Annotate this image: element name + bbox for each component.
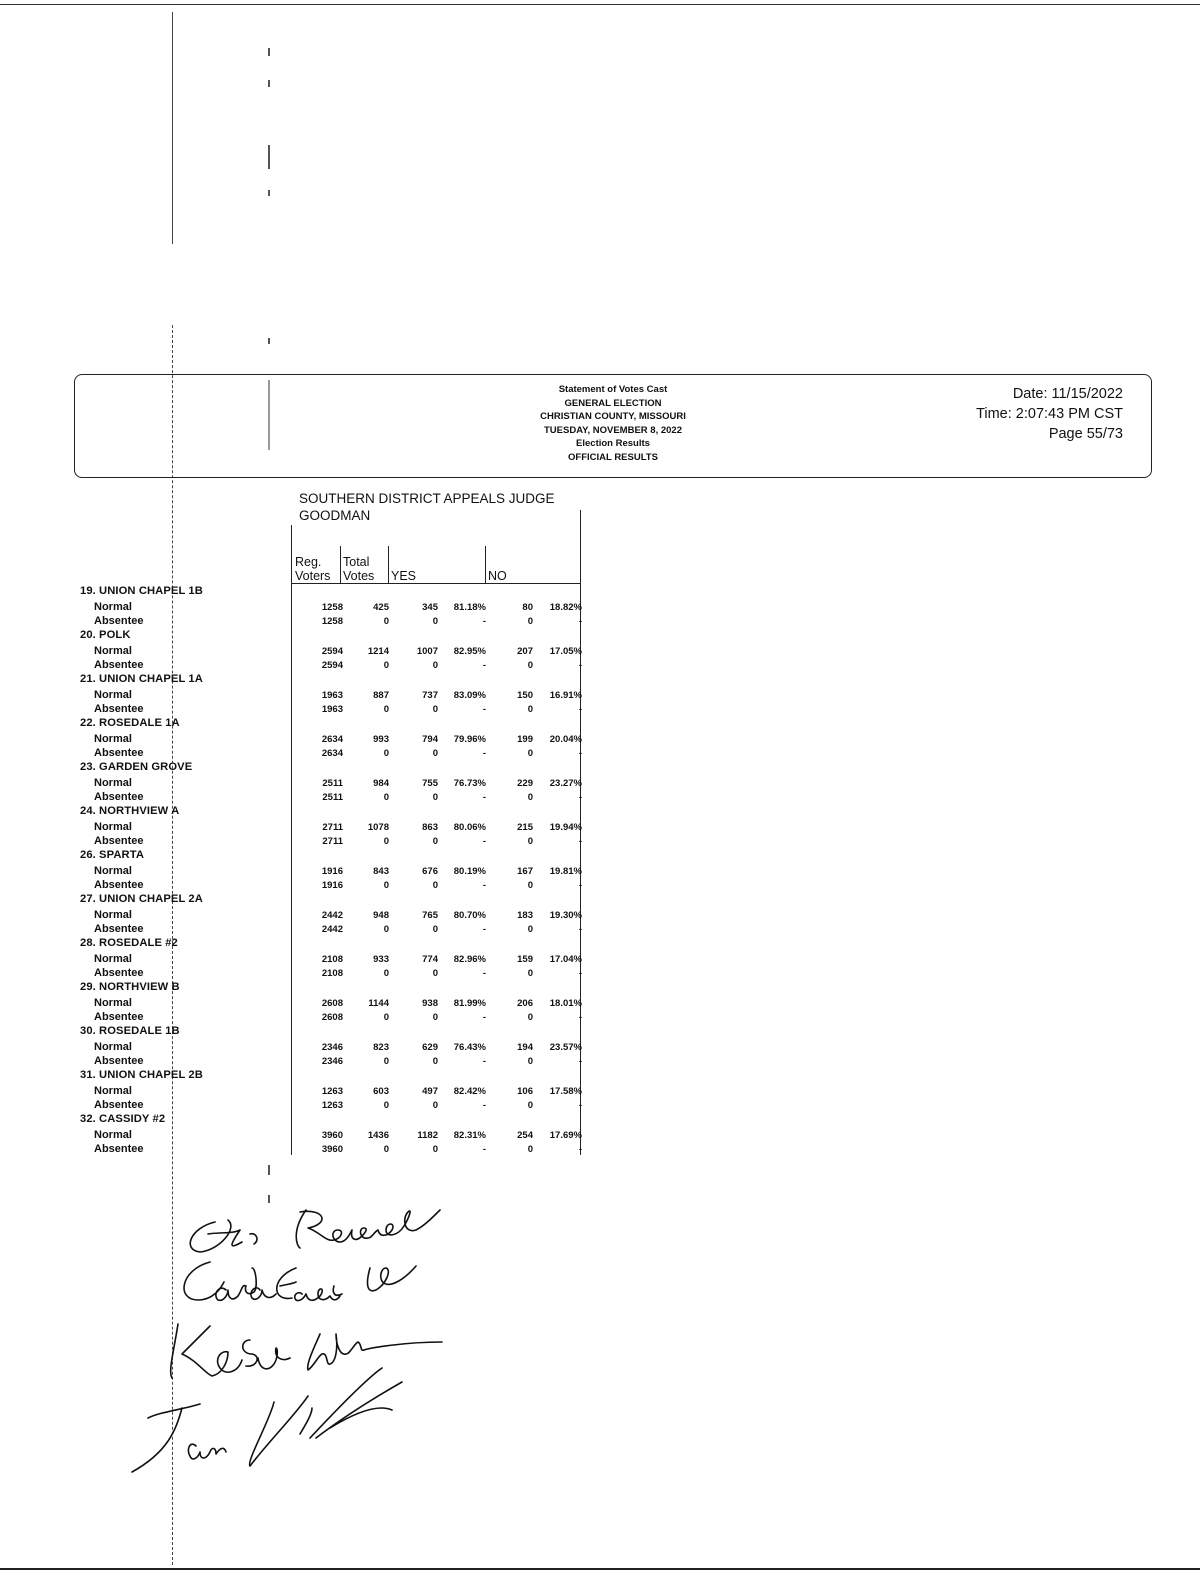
cell-reg: 2108 [321, 953, 343, 965]
row-label-normal: Normal [94, 776, 132, 789]
contest-choice: GOODMAN [299, 508, 371, 523]
cell-total: 984 [373, 777, 389, 789]
cell-no-pct: - [578, 924, 582, 935]
cell-yes-pct: 83.09% [453, 689, 486, 701]
cell-total: 948 [373, 909, 389, 921]
row-label-normal: Normal [94, 996, 132, 1009]
cell-reg: 2711 [322, 836, 343, 847]
cell-no: 0 [527, 792, 533, 803]
cell-no-pct: - [578, 968, 582, 979]
col-header-no: NO [488, 569, 507, 583]
cell-yes-pct: 80.19% [453, 865, 486, 877]
cell-reg: 2346 [321, 1041, 343, 1053]
cell-reg: 2346 [321, 1056, 343, 1067]
cell-no: 194 [517, 1041, 533, 1053]
signature-2 [184, 1262, 416, 1301]
cell-reg: 1263 [321, 1085, 343, 1097]
precinct-name: 30. ROSEDALE 1B [80, 1025, 180, 1037]
cell-total: 993 [373, 733, 389, 745]
row-label-normal: Normal [94, 952, 132, 965]
precinct-name: 20. POLK [80, 629, 131, 641]
cell-no: 0 [527, 660, 533, 671]
cell-no: 0 [527, 924, 533, 935]
row-label-normal: Normal [94, 732, 132, 745]
cell-total: 425 [373, 601, 389, 613]
cell-no: 206 [517, 997, 533, 1009]
page-top-edge [0, 4, 1200, 5]
scan-margin-rule [172, 12, 173, 244]
cell-no-pct: - [578, 792, 582, 803]
cell-yes: 0 [432, 660, 438, 671]
cell-no: 167 [517, 865, 533, 877]
signature-1 [190, 1210, 440, 1252]
col-header-reg-line1: Reg. [295, 555, 322, 569]
cell-reg: 1258 [321, 601, 343, 613]
signature-3 [171, 1324, 442, 1378]
cell-yes-pct: 76.43% [453, 1041, 486, 1053]
cell-total: 0 [383, 616, 389, 627]
cell-yes: 765 [422, 909, 438, 921]
cell-no-pct: 17.04% [549, 953, 582, 965]
cell-yes-pct: 79.96% [453, 733, 486, 745]
cell-no: 150 [517, 689, 533, 701]
cell-no-pct: 17.69% [549, 1129, 582, 1141]
row-label-normal: Normal [94, 1084, 132, 1097]
cell-yes-pct: 82.96% [453, 953, 486, 965]
cell-no: 0 [527, 748, 533, 759]
cell-no-pct: 23.57% [549, 1041, 582, 1053]
cell-total: 0 [383, 792, 389, 803]
row-label-absentee: Absentee [94, 703, 144, 715]
cell-yes-pct: - [482, 924, 486, 935]
cell-reg: 2511 [322, 792, 343, 803]
page-bottom-edge [0, 1568, 1200, 1570]
column-divider [340, 546, 341, 583]
precinct-name: 32. CASSIDY #2 [80, 1113, 166, 1125]
cell-total: 1078 [367, 821, 389, 833]
cell-no-pct: 19.81% [549, 865, 582, 877]
cell-yes-pct: 82.42% [453, 1085, 486, 1097]
row-label-normal: Normal [94, 864, 132, 877]
cell-yes: 0 [432, 880, 438, 891]
cell-total: 1436 [367, 1129, 389, 1141]
cell-reg: 1963 [321, 704, 343, 715]
scan-speck [268, 145, 270, 169]
cell-yes: 938 [422, 997, 438, 1009]
cell-reg: 2442 [321, 924, 343, 935]
cell-yes-pct: - [482, 836, 486, 847]
cell-yes: 863 [422, 821, 438, 833]
cell-reg: 2711 [322, 821, 343, 833]
cell-yes: 774 [422, 953, 438, 965]
row-label-absentee: Absentee [94, 615, 144, 627]
report-time: Time: 2:07:43 PM CST [976, 406, 1123, 422]
signatures [120, 1190, 520, 1480]
cell-reg: 2594 [321, 645, 343, 657]
cell-yes: 0 [432, 616, 438, 627]
cell-no-pct: 19.94% [549, 821, 582, 833]
cell-no: 159 [517, 953, 533, 965]
cell-no: 0 [527, 1012, 533, 1023]
precinct-name: 24. NORTHVIEW A [80, 805, 180, 817]
cell-no-pct: 23.27% [549, 777, 582, 789]
precinct-name: 19. UNION CHAPEL 1B [80, 585, 203, 597]
cell-yes-pct: - [482, 704, 486, 715]
cell-no-pct: 17.58% [549, 1085, 582, 1097]
cell-no: 0 [527, 1144, 533, 1155]
cell-no-pct: - [578, 836, 582, 847]
cell-total: 0 [383, 1056, 389, 1067]
cell-no: 0 [527, 880, 533, 891]
cell-total: 0 [383, 1144, 389, 1155]
row-label-absentee: Absentee [94, 791, 144, 803]
cell-no: 0 [527, 1100, 533, 1111]
cell-no-pct: - [578, 1144, 582, 1155]
cell-no-pct: 19.30% [549, 909, 582, 921]
cell-yes: 0 [432, 1100, 438, 1111]
row-label-absentee: Absentee [94, 747, 144, 759]
col-header-reg-line2: Voters [295, 569, 331, 583]
cell-total: 0 [383, 1100, 389, 1111]
cell-total: 1144 [368, 997, 389, 1009]
cell-yes-pct: - [482, 616, 486, 627]
election-name: GENERAL ELECTION [564, 397, 662, 409]
row-label-absentee: Absentee [94, 923, 144, 935]
cell-yes-pct: - [482, 748, 486, 759]
row-label-absentee: Absentee [94, 659, 144, 671]
precinct-name: 23. GARDEN GROVE [80, 761, 193, 773]
cell-yes: 0 [432, 704, 438, 715]
cell-yes: 755 [422, 777, 438, 789]
cell-total: 0 [383, 880, 389, 891]
election-date: TUESDAY, NOVEMBER 8, 2022 [544, 424, 682, 436]
cell-no-pct: - [578, 660, 582, 671]
report-meta [976, 384, 1123, 444]
cell-total: 0 [383, 1012, 389, 1023]
row-label-absentee: Absentee [94, 1011, 144, 1023]
cell-no-pct: 18.01% [549, 997, 582, 1009]
row-label-normal: Normal [94, 820, 132, 833]
cell-no: 0 [527, 836, 533, 847]
cell-no: 254 [517, 1129, 533, 1141]
scan-speck [268, 80, 270, 87]
row-label-normal: Normal [94, 600, 132, 613]
cell-yes: 0 [432, 1012, 438, 1023]
cell-reg: 1916 [321, 880, 343, 891]
cell-reg: 2594 [321, 660, 343, 671]
cell-total: 823 [373, 1041, 389, 1053]
col-header-reg-voters [295, 555, 330, 583]
cell-no-pct: - [578, 1012, 582, 1023]
cell-reg: 2634 [321, 733, 343, 745]
cell-yes: 0 [432, 792, 438, 803]
row-label-normal: Normal [94, 688, 132, 701]
cell-no: 80 [522, 601, 533, 613]
cell-total: 0 [383, 748, 389, 759]
cell-total: 1214 [367, 645, 389, 657]
cell-yes: 0 [432, 836, 438, 847]
cell-reg: 1916 [321, 865, 343, 877]
cell-total: 887 [373, 689, 389, 701]
cell-no: 0 [527, 704, 533, 715]
cell-reg: 2108 [321, 968, 343, 979]
row-label-absentee: Absentee [94, 835, 144, 847]
cell-reg: 3960 [321, 1144, 343, 1155]
official-label: OFFICIAL RESULTS [568, 451, 658, 463]
cell-yes: 737 [422, 689, 438, 701]
cell-no: 229 [517, 777, 533, 789]
row-label-absentee: Absentee [94, 879, 144, 891]
column-divider [485, 546, 486, 583]
column-divider [388, 546, 389, 583]
contest-title: SOUTHERN DISTRICT APPEALS JUDGE [299, 491, 555, 506]
cell-no: 0 [527, 616, 533, 627]
cell-no-pct: - [578, 748, 582, 759]
cell-yes: 0 [432, 748, 438, 759]
cell-reg: 1963 [321, 689, 343, 701]
cell-yes-pct: 81.18% [453, 601, 486, 613]
precinct-name: 22. ROSEDALE 1A [80, 717, 180, 729]
cell-yes-pct: - [482, 1100, 486, 1111]
header-underline [291, 583, 581, 584]
cell-no-pct: 18.82% [549, 601, 582, 613]
cell-yes: 629 [422, 1041, 438, 1053]
cell-no: 207 [517, 645, 533, 657]
cell-total: 843 [373, 865, 389, 877]
report-header [74, 374, 1152, 478]
cell-yes: 497 [422, 1085, 438, 1097]
row-label-absentee: Absentee [94, 1055, 144, 1067]
cell-yes: 0 [432, 968, 438, 979]
cell-total: 0 [383, 704, 389, 715]
precinct-name: 21. UNION CHAPEL 1A [80, 673, 203, 685]
cell-yes-pct: - [482, 660, 486, 671]
precinct-name: 28. ROSEDALE #2 [80, 937, 178, 949]
page-number: Page 55/73 [1048, 426, 1123, 442]
cell-no: 215 [517, 821, 533, 833]
cell-reg: 2634 [321, 748, 343, 759]
cell-no: 0 [527, 968, 533, 979]
report-title: Statement of Votes Cast [558, 384, 668, 395]
cell-yes: 0 [432, 1144, 438, 1155]
cell-yes-pct: 82.31% [453, 1129, 486, 1141]
row-label-normal: Normal [94, 1128, 132, 1141]
cell-yes: 676 [422, 865, 438, 877]
cell-reg: 3960 [321, 1129, 343, 1141]
cell-no: 183 [517, 909, 533, 921]
cell-yes-pct: - [482, 880, 486, 891]
cell-total: 603 [373, 1085, 389, 1097]
cell-yes-pct: - [482, 1012, 486, 1023]
signature-4 [132, 1368, 402, 1472]
cell-yes: 345 [422, 601, 438, 613]
scan-speck [268, 48, 270, 56]
precinct-name: 29. NORTHVIEW B [80, 981, 180, 993]
row-label-normal: Normal [94, 644, 132, 657]
cell-total: 0 [383, 924, 389, 935]
scan-speck [268, 338, 270, 344]
col-header-yes: YES [391, 569, 417, 583]
cell-yes: 1182 [417, 1129, 438, 1141]
cell-reg: 2608 [321, 1012, 343, 1023]
cell-yes-pct: 76.73% [453, 777, 486, 789]
precinct-name: 26. SPARTA [80, 849, 144, 861]
cell-yes: 1007 [416, 645, 438, 657]
cell-no-pct: 16.91% [549, 689, 582, 701]
precinct-name: 31. UNION CHAPEL 2B [80, 1069, 203, 1081]
cell-reg: 2442 [321, 909, 343, 921]
cell-no: 106 [517, 1085, 533, 1097]
report-date: Date: 11/15/2022 [1012, 386, 1123, 402]
jurisdiction: CHRISTIAN COUNTY, MISSOURI [540, 411, 686, 423]
row-label-normal: Normal [94, 1040, 132, 1053]
cell-no-pct: 20.04% [549, 733, 582, 745]
cell-yes-pct: - [482, 1144, 486, 1155]
cell-no-pct: - [578, 1056, 582, 1067]
cell-yes-pct: 82.95% [453, 645, 486, 657]
col-header-total-line1: Total [343, 555, 370, 569]
cell-no: 199 [517, 733, 533, 745]
precinct-name: 27. UNION CHAPEL 2A [80, 893, 203, 905]
row-label-normal: Normal [94, 908, 132, 921]
cell-total: 0 [383, 968, 389, 979]
cell-yes: 0 [432, 924, 438, 935]
cell-yes-pct: - [482, 792, 486, 803]
col-header-total-line2: Votes [343, 569, 375, 583]
cell-reg: 1258 [321, 616, 343, 627]
row-label-absentee: Absentee [94, 1143, 144, 1155]
cell-yes-pct: - [482, 1056, 486, 1067]
row-label-absentee: Absentee [94, 967, 144, 979]
cell-no-pct: - [578, 704, 582, 715]
col-header-total-votes [343, 555, 374, 583]
cell-yes: 0 [432, 1056, 438, 1067]
cell-total: 0 [383, 660, 389, 671]
cell-yes-pct: 80.70% [453, 909, 486, 921]
cell-reg: 2608 [321, 997, 343, 1009]
cell-total: 933 [373, 953, 389, 965]
cell-no: 0 [527, 1056, 533, 1067]
results-label: Election Results [576, 438, 650, 450]
cell-total: 0 [383, 836, 389, 847]
cell-reg: 2511 [322, 777, 343, 789]
cell-no-pct: - [578, 1100, 582, 1111]
cell-no-pct: - [578, 880, 582, 891]
row-label-absentee: Absentee [94, 1099, 144, 1111]
scan-speck [268, 190, 270, 196]
cell-yes-pct: - [482, 968, 486, 979]
cell-yes-pct: 81.99% [453, 997, 486, 1009]
cell-yes: 794 [422, 733, 438, 745]
cell-reg: 1263 [321, 1100, 343, 1111]
scan-speck [268, 1165, 270, 1175]
cell-no-pct: - [578, 616, 582, 627]
cell-yes-pct: 80.06% [453, 821, 486, 833]
cell-no-pct: 17.05% [549, 645, 582, 657]
